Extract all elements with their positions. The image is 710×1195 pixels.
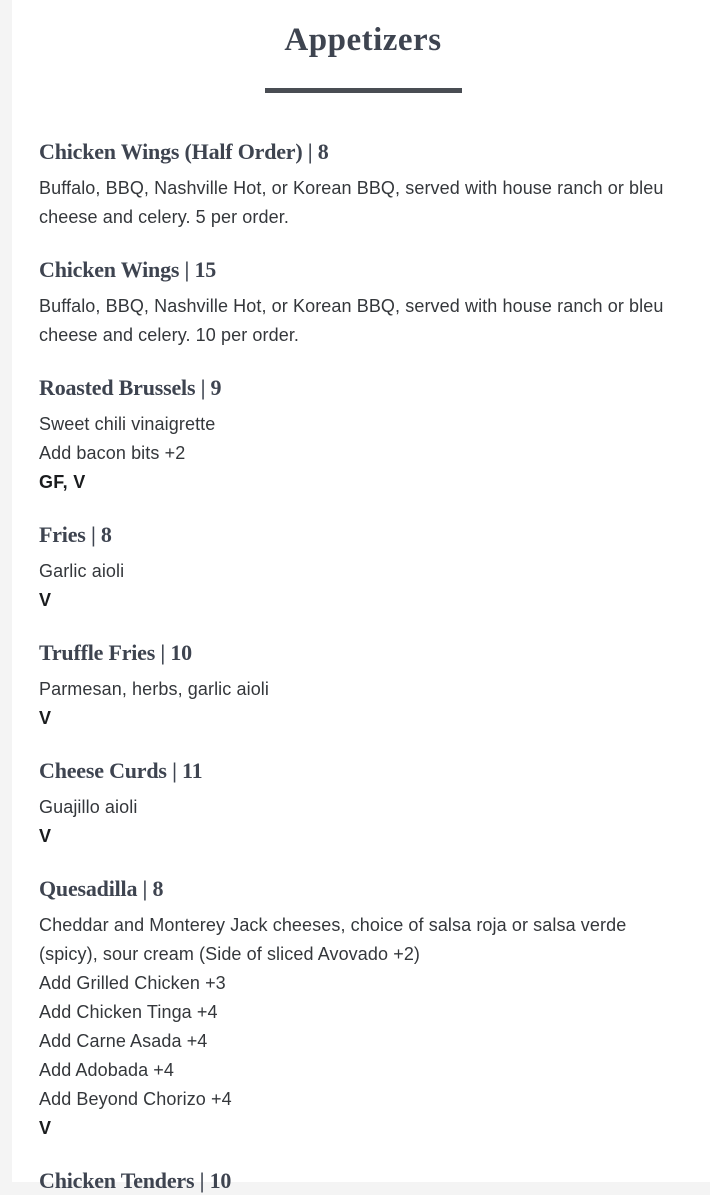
menu-item: [39, 374, 687, 497]
menu-item-description-line: Sweet chili vinaigrette: [39, 414, 216, 434]
menu-item-description-line: Add Adobada +4: [39, 1060, 175, 1080]
menu-item-description-line: Add Chicken Tinga +4: [39, 1002, 218, 1022]
menu-item-title: Chicken Tenders | 10: [39, 1168, 232, 1193]
menu-item: [39, 639, 687, 733]
menu-content: [39, 20, 687, 1195]
dietary-label: V: [39, 708, 52, 728]
dietary-label: GF, V: [39, 472, 86, 492]
menu-item-description-line: Parmesan, herbs, garlic aioli: [39, 679, 270, 699]
menu-item-description-line: Add Grilled Chicken +3: [39, 973, 226, 993]
menu-list: [39, 138, 687, 1195]
menu-item: [39, 138, 687, 232]
menu-item: [39, 1167, 687, 1195]
menu-item-title: Quesadilla | 8: [39, 876, 164, 901]
menu-item-description-line: Add Carne Asada +4: [39, 1031, 208, 1051]
menu-header: [39, 20, 687, 93]
menu-item-title: Chicken Wings | 15: [39, 257, 217, 282]
menu-item-description-line: Add Beyond Chorizo +4: [39, 1089, 232, 1109]
menu-item: [39, 256, 687, 350]
menu-item: [39, 875, 687, 1143]
menu-item: [39, 757, 687, 851]
page-title: Appetizers: [284, 22, 442, 58]
menu-item: [39, 521, 687, 615]
menu-item-description-line: Garlic aioli: [39, 561, 125, 581]
title-divider: [265, 88, 462, 93]
menu-item-description-line: Add bacon bits +2: [39, 443, 186, 463]
menu-panel: [12, 0, 710, 1193]
menu-item-description-line: Buffalo, BBQ, Nashville Hot, or Korean BBQ, served with house ranch or bleu cheese and celery. 5 per order.: [39, 178, 664, 227]
menu-item-description-line: Guajillo aioli: [39, 797, 138, 817]
menu-item-title: Chicken Wings (Half Order) | 8: [39, 139, 329, 164]
dietary-label: V: [39, 826, 52, 846]
menu-item-title: Fries | 8: [39, 522, 112, 547]
menu-item-description-line: Buffalo, BBQ, Nashville Hot, or Korean BBQ, served with house ranch or bleu cheese and celery. 10 per order.: [39, 296, 664, 345]
menu-item-title: Cheese Curds | 11: [39, 758, 203, 783]
dietary-label: V: [39, 1118, 52, 1138]
dietary-label: V: [39, 590, 52, 610]
menu-item-title: Roasted Brussels | 9: [39, 375, 222, 400]
menu-item-title: Truffle Fries | 10: [39, 640, 192, 665]
menu-item-description-line: Cheddar and Monterey Jack cheeses, choice of salsa roja or salsa verde (spicy), sour cream (Side of sliced Avovado +2): [39, 915, 627, 964]
